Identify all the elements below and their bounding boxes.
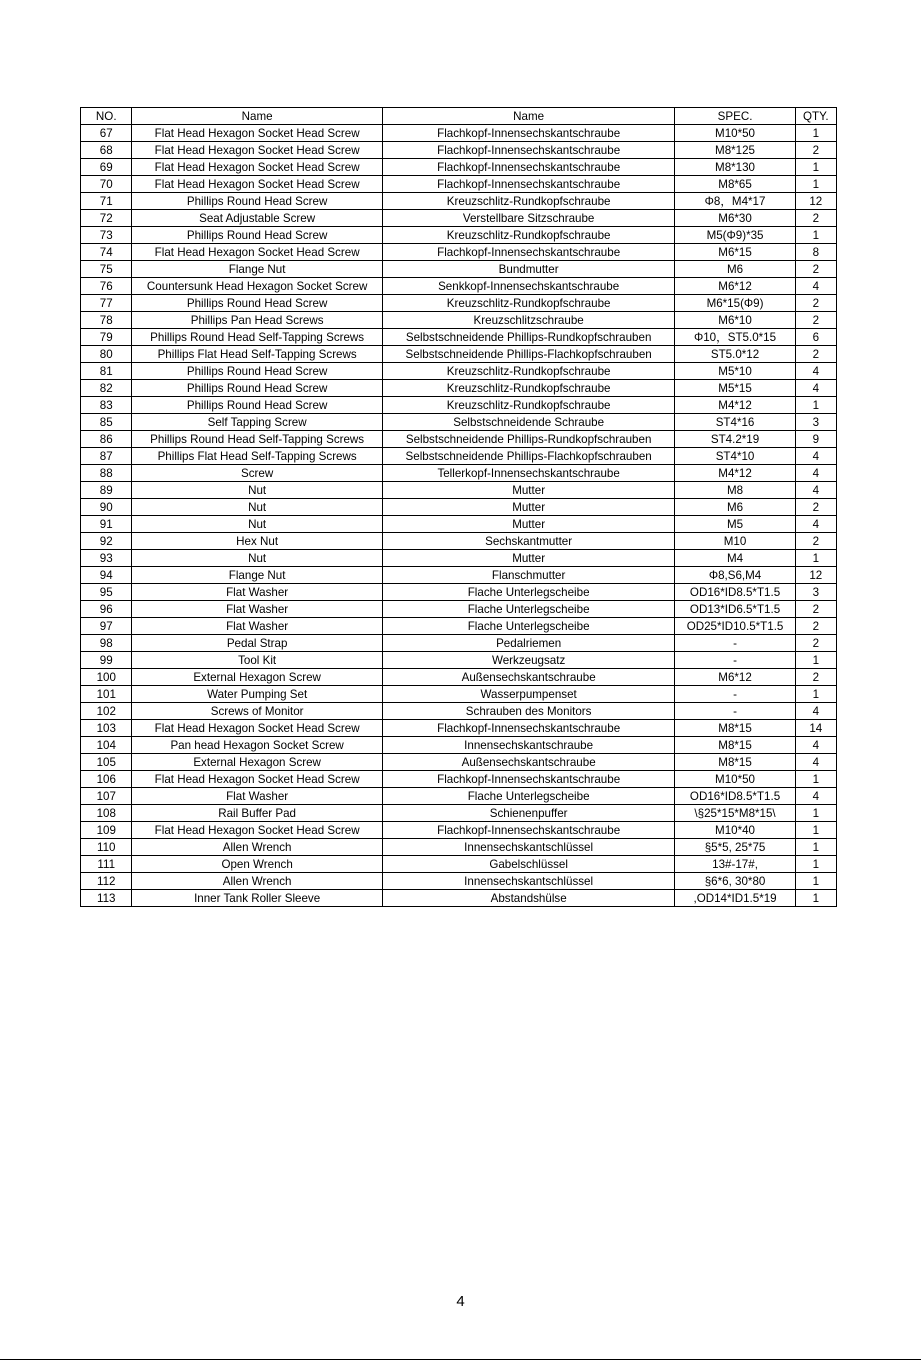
table-row	[81, 805, 837, 822]
cell-name-de: Flachkopf-Innensechskantschraube	[382, 720, 675, 737]
cell-qty: 6	[795, 329, 836, 346]
cell-name-de: Flache Unterlegscheibe	[382, 788, 675, 805]
cell-qty: 1	[795, 227, 836, 244]
table-row	[81, 856, 837, 873]
cell-name-en: Phillips Round Head Screw	[132, 227, 382, 244]
cell-no: 111	[81, 856, 132, 873]
cell-no: 67	[81, 125, 132, 142]
table-row	[81, 397, 837, 414]
table-row	[81, 703, 837, 720]
cell-spec: Φ10，ST5.0*15	[675, 329, 795, 346]
cell-name-en: Phillips Flat Head Self-Tapping Screws	[132, 448, 382, 465]
cell-spec: M8*15	[675, 720, 795, 737]
cell-no: 95	[81, 584, 132, 601]
cell-qty: 4	[795, 788, 836, 805]
cell-name-de: Kreuzschlitz-Rundkopfschraube	[382, 193, 675, 210]
cell-no: 90	[81, 499, 132, 516]
cell-no: 85	[81, 414, 132, 431]
cell-no: 79	[81, 329, 132, 346]
table-row	[81, 193, 837, 210]
cell-spec: 13#-17#,	[675, 856, 795, 873]
cell-name-en: Flange Nut	[132, 261, 382, 278]
cell-name-en: Phillips Flat Head Self-Tapping Screws	[132, 346, 382, 363]
cell-no: 80	[81, 346, 132, 363]
cell-name-en: Phillips Pan Head Screws	[132, 312, 382, 329]
cell-name-en: Nut	[132, 550, 382, 567]
cell-spec: OD13*ID6.5*T1.5	[675, 601, 795, 618]
cell-name-de: Flache Unterlegscheibe	[382, 618, 675, 635]
cell-spec: M4*12	[675, 465, 795, 482]
cell-no: 99	[81, 652, 132, 669]
cell-name-en: Inner Tank Roller Sleeve	[132, 890, 382, 907]
cell-name-de: Flachkopf-Innensechskantschraube	[382, 771, 675, 788]
cell-name-de: Kreuzschlitz-Rundkopfschraube	[382, 295, 675, 312]
cell-qty: 4	[795, 278, 836, 295]
cell-qty: 3	[795, 414, 836, 431]
cell-qty: 2	[795, 295, 836, 312]
table-row	[81, 210, 837, 227]
cell-spec: M10*50	[675, 771, 795, 788]
cell-no: 69	[81, 159, 132, 176]
cell-name-en: Flat Washer	[132, 788, 382, 805]
cell-qty: 1	[795, 125, 836, 142]
table-row	[81, 448, 837, 465]
cell-qty: 4	[795, 448, 836, 465]
cell-qty: 1	[795, 771, 836, 788]
cell-no: 103	[81, 720, 132, 737]
cell-spec: ST4*16	[675, 414, 795, 431]
table-row	[81, 465, 837, 482]
cell-no: 68	[81, 142, 132, 159]
header-name-de: Name	[382, 108, 675, 125]
table-row	[81, 686, 837, 703]
cell-name-en: Flat Head Hexagon Socket Head Screw	[132, 159, 382, 176]
cell-no: 92	[81, 533, 132, 550]
cell-qty: 2	[795, 210, 836, 227]
cell-qty: 2	[795, 312, 836, 329]
cell-qty: 2	[795, 346, 836, 363]
cell-qty: 1	[795, 805, 836, 822]
cell-name-de: Flachkopf-Innensechskantschraube	[382, 244, 675, 261]
cell-no: 105	[81, 754, 132, 771]
cell-qty: 2	[795, 618, 836, 635]
page-number: 4	[456, 1293, 465, 1310]
cell-spec: M5(Φ9)*35	[675, 227, 795, 244]
cell-name-de: Außensechskantschraube	[382, 669, 675, 686]
cell-qty: 2	[795, 601, 836, 618]
cell-name-de: Kreuzschlitz-Rundkopfschraube	[382, 227, 675, 244]
cell-no: 97	[81, 618, 132, 635]
cell-spec: M8*15	[675, 737, 795, 754]
table-row	[81, 363, 837, 380]
cell-spec: M6	[675, 261, 795, 278]
cell-qty: 1	[795, 397, 836, 414]
table-row	[81, 142, 837, 159]
cell-name-en: Phillips Round Head Self-Tapping Screws	[132, 431, 382, 448]
cell-name-en: Screw	[132, 465, 382, 482]
cell-name-de: Schienenpuffer	[382, 805, 675, 822]
cell-spec: OD25*ID10.5*T1.5	[675, 618, 795, 635]
cell-name-en: Tool Kit	[132, 652, 382, 669]
table-row	[81, 737, 837, 754]
cell-no: 77	[81, 295, 132, 312]
table-row	[81, 584, 837, 601]
cell-no: 72	[81, 210, 132, 227]
cell-name-en: Phillips Round Head Screw	[132, 397, 382, 414]
cell-spec: Φ8，M4*17	[675, 193, 795, 210]
cell-qty: 2	[795, 669, 836, 686]
table-row	[81, 652, 837, 669]
cell-name-en: Phillips Round Head Self-Tapping Screws	[132, 329, 382, 346]
cell-spec: ,OD14*ID1.5*19	[675, 890, 795, 907]
table-row	[81, 261, 837, 278]
cell-name-en: Flat Head Hexagon Socket Head Screw	[132, 125, 382, 142]
cell-spec: M8*15	[675, 754, 795, 771]
cell-spec: -	[675, 652, 795, 669]
cell-name-en: External Hexagon Screw	[132, 669, 382, 686]
cell-name-en: Phillips Round Head Screw	[132, 363, 382, 380]
table-row	[81, 873, 837, 890]
table-row	[81, 414, 837, 431]
cell-spec: ST5.0*12	[675, 346, 795, 363]
cell-no: 71	[81, 193, 132, 210]
cell-name-de: Selbstschneidende Phillips-Flachkopfschrauben	[382, 448, 675, 465]
cell-name-en: Flat Head Hexagon Socket Head Screw	[132, 176, 382, 193]
header-name-en: Name	[132, 108, 382, 125]
table-body	[81, 125, 837, 907]
cell-qty: 2	[795, 261, 836, 278]
cell-qty: 4	[795, 754, 836, 771]
cell-name-en: Self Tapping Screw	[132, 414, 382, 431]
table-row	[81, 890, 837, 907]
cell-name-en: Flat Head Hexagon Socket Head Screw	[132, 720, 382, 737]
cell-name-en: Nut	[132, 516, 382, 533]
cell-name-en: Nut	[132, 482, 382, 499]
cell-no: 98	[81, 635, 132, 652]
cell-spec: M4*12	[675, 397, 795, 414]
cell-name-en: Phillips Round Head Screw	[132, 380, 382, 397]
cell-name-de: Wasserpumpenset	[382, 686, 675, 703]
cell-qty: 1	[795, 839, 836, 856]
cell-name-de: Flache Unterlegscheibe	[382, 584, 675, 601]
cell-no: 107	[81, 788, 132, 805]
cell-name-de: Innensechskantschlüssel	[382, 839, 675, 856]
cell-name-de: Senkkopf-Innensechskantschraube	[382, 278, 675, 295]
cell-name-en: Open Wrench	[132, 856, 382, 873]
table-row	[81, 346, 837, 363]
cell-no: 87	[81, 448, 132, 465]
table-row	[81, 125, 837, 142]
cell-name-de: Außensechskantschraube	[382, 754, 675, 771]
cell-qty: 2	[795, 533, 836, 550]
cell-no: 108	[81, 805, 132, 822]
cell-qty: 1	[795, 890, 836, 907]
cell-name-de: Selbstschneidende Phillips-Rundkopfschrauben	[382, 431, 675, 448]
table-row	[81, 312, 837, 329]
cell-qty: 4	[795, 482, 836, 499]
cell-name-en: External Hexagon Screw	[132, 754, 382, 771]
cell-spec: M4	[675, 550, 795, 567]
table-row	[81, 295, 837, 312]
cell-no: 112	[81, 873, 132, 890]
cell-no: 94	[81, 567, 132, 584]
table-row	[81, 635, 837, 652]
cell-spec: M10	[675, 533, 795, 550]
cell-name-de: Mutter	[382, 550, 675, 567]
cell-no: 110	[81, 839, 132, 856]
cell-qty: 4	[795, 737, 836, 754]
cell-qty: 12	[795, 193, 836, 210]
table-header-row	[81, 108, 837, 125]
cell-qty: 12	[795, 567, 836, 584]
table-row	[81, 669, 837, 686]
cell-spec: M6*12	[675, 278, 795, 295]
table-row	[81, 567, 837, 584]
cell-name-en: Flat Washer	[132, 601, 382, 618]
cell-no: 82	[81, 380, 132, 397]
cell-name-de: Selbstschneidende Schraube	[382, 414, 675, 431]
table-row	[81, 278, 837, 295]
cell-name-de: Kreuzschlitz-Rundkopfschraube	[382, 363, 675, 380]
cell-spec: OD16*ID8.5*T1.5	[675, 584, 795, 601]
cell-name-en: Flat Head Hexagon Socket Head Screw	[132, 244, 382, 261]
cell-name-en: Hex Nut	[132, 533, 382, 550]
table-row	[81, 533, 837, 550]
cell-name-de: Mutter	[382, 499, 675, 516]
cell-spec: M8*125	[675, 142, 795, 159]
cell-qty: 14	[795, 720, 836, 737]
cell-spec: OD16*ID8.5*T1.5	[675, 788, 795, 805]
table-row	[81, 227, 837, 244]
cell-name-en: Pedal Strap	[132, 635, 382, 652]
cell-no: 75	[81, 261, 132, 278]
cell-name-en: Allen Wrench	[132, 873, 382, 890]
cell-name-de: Kreuzschlitz-Rundkopfschraube	[382, 380, 675, 397]
cell-name-de: Flachkopf-Innensechskantschraube	[382, 159, 675, 176]
cell-spec: M5	[675, 516, 795, 533]
cell-qty: 1	[795, 652, 836, 669]
bottom-divider	[0, 1359, 921, 1360]
cell-name-de: Selbstschneidende Phillips-Flachkopfschrauben	[382, 346, 675, 363]
cell-no: 89	[81, 482, 132, 499]
table-row	[81, 431, 837, 448]
cell-spec: M10*50	[675, 125, 795, 142]
cell-name-de: Mutter	[382, 516, 675, 533]
cell-spec: Φ8,S6,M4	[675, 567, 795, 584]
cell-name-de: Innensechskantschlüssel	[382, 873, 675, 890]
cell-name-en: Phillips Round Head Screw	[132, 193, 382, 210]
cell-name-de: Bundmutter	[382, 261, 675, 278]
cell-spec: \§25*15*M8*15\	[675, 805, 795, 822]
cell-no: 96	[81, 601, 132, 618]
cell-name-de: Flanschmutter	[382, 567, 675, 584]
cell-name-de: Innensechskantschraube	[382, 737, 675, 754]
cell-spec: M6	[675, 499, 795, 516]
cell-name-en: Allen Wrench	[132, 839, 382, 856]
cell-spec: -	[675, 703, 795, 720]
table-row	[81, 550, 837, 567]
table-row	[81, 839, 837, 856]
table-row	[81, 176, 837, 193]
table-row	[81, 516, 837, 533]
header-no: NO.	[81, 108, 132, 125]
cell-spec: M8*65	[675, 176, 795, 193]
cell-name-de: Gabelschlüssel	[382, 856, 675, 873]
cell-qty: 8	[795, 244, 836, 261]
cell-name-de: Verstellbare Sitzschraube	[382, 210, 675, 227]
cell-name-en: Screws of Monitor	[132, 703, 382, 720]
header-qty: QTY.	[795, 108, 836, 125]
cell-qty: 2	[795, 499, 836, 516]
table-row	[81, 618, 837, 635]
cell-qty: 3	[795, 584, 836, 601]
cell-no: 70	[81, 176, 132, 193]
cell-no: 100	[81, 669, 132, 686]
cell-qty: 4	[795, 380, 836, 397]
table-row	[81, 329, 837, 346]
cell-qty: 2	[795, 142, 836, 159]
table-row	[81, 244, 837, 261]
cell-qty: 4	[795, 703, 836, 720]
cell-qty: 1	[795, 159, 836, 176]
cell-spec: ST4*10	[675, 448, 795, 465]
table-row	[81, 601, 837, 618]
cell-name-de: Flachkopf-Innensechskantschraube	[382, 142, 675, 159]
cell-name-de: Flache Unterlegscheibe	[382, 601, 675, 618]
cell-name-en: Flat Head Hexagon Socket Head Screw	[132, 142, 382, 159]
cell-name-en: Flat Washer	[132, 618, 382, 635]
cell-qty: 1	[795, 686, 836, 703]
cell-qty: 1	[795, 550, 836, 567]
cell-name-en: Seat Adjustable Screw	[132, 210, 382, 227]
cell-spec: -	[675, 686, 795, 703]
cell-qty: 1	[795, 176, 836, 193]
cell-qty: 9	[795, 431, 836, 448]
cell-no: 113	[81, 890, 132, 907]
cell-qty: 1	[795, 822, 836, 839]
cell-no: 104	[81, 737, 132, 754]
cell-name-en: Flat Head Hexagon Socket Head Screw	[132, 822, 382, 839]
header-spec: SPEC.	[675, 108, 795, 125]
cell-name-de: Tellerkopf-Innensechskantschraube	[382, 465, 675, 482]
parts-list-table	[80, 107, 837, 907]
cell-name-de: Werkzeugsatz	[382, 652, 675, 669]
cell-no: 109	[81, 822, 132, 839]
cell-no: 106	[81, 771, 132, 788]
cell-name-de: Flachkopf-Innensechskantschraube	[382, 822, 675, 839]
cell-spec: ST4.2*19	[675, 431, 795, 448]
cell-name-de: Sechskantmutter	[382, 533, 675, 550]
cell-no: 101	[81, 686, 132, 703]
cell-spec: M6*15	[675, 244, 795, 261]
cell-no: 74	[81, 244, 132, 261]
cell-name-en: Flange Nut	[132, 567, 382, 584]
cell-no: 88	[81, 465, 132, 482]
table-row	[81, 499, 837, 516]
cell-spec: -	[675, 635, 795, 652]
cell-spec: M6*10	[675, 312, 795, 329]
cell-no: 78	[81, 312, 132, 329]
cell-spec: M6*12	[675, 669, 795, 686]
cell-spec: M8	[675, 482, 795, 499]
table-row	[81, 754, 837, 771]
cell-name-en: Phillips Round Head Screw	[132, 295, 382, 312]
cell-name-de: Selbstschneidende Phillips-Rundkopfschrauben	[382, 329, 675, 346]
table-row	[81, 720, 837, 737]
cell-no: 83	[81, 397, 132, 414]
cell-no: 76	[81, 278, 132, 295]
cell-no: 91	[81, 516, 132, 533]
cell-name-en: Flat Head Hexagon Socket Head Screw	[132, 771, 382, 788]
cell-spec: §5*5, 25*75	[675, 839, 795, 856]
cell-name-de: Flachkopf-Innensechskantschraube	[382, 176, 675, 193]
table-row	[81, 771, 837, 788]
cell-name-de: Pedalriemen	[382, 635, 675, 652]
cell-name-en: Pan head Hexagon Socket Screw	[132, 737, 382, 754]
cell-qty: 4	[795, 465, 836, 482]
cell-spec: M6*15(Φ9)	[675, 295, 795, 312]
cell-name-en: Countersunk Head Hexagon Socket Screw	[132, 278, 382, 295]
table-row	[81, 159, 837, 176]
cell-qty: 4	[795, 516, 836, 533]
cell-spec: §6*6, 30*80	[675, 873, 795, 890]
cell-no: 73	[81, 227, 132, 244]
cell-qty: 1	[795, 873, 836, 890]
cell-name-de: Kreuzschlitz-Rundkopfschraube	[382, 397, 675, 414]
cell-spec: M5*15	[675, 380, 795, 397]
cell-no: 93	[81, 550, 132, 567]
cell-no: 102	[81, 703, 132, 720]
cell-name-en: Water Pumping Set	[132, 686, 382, 703]
cell-qty: 2	[795, 635, 836, 652]
cell-name-de: Abstandshülse	[382, 890, 675, 907]
cell-name-en: Flat Washer	[132, 584, 382, 601]
table-row	[81, 380, 837, 397]
cell-spec: M5*10	[675, 363, 795, 380]
cell-no: 86	[81, 431, 132, 448]
cell-name-de: Kreuzschlitzschraube	[382, 312, 675, 329]
cell-spec: M8*130	[675, 159, 795, 176]
table-row	[81, 822, 837, 839]
table-row	[81, 482, 837, 499]
cell-no: 81	[81, 363, 132, 380]
cell-spec: M10*40	[675, 822, 795, 839]
cell-spec: M6*30	[675, 210, 795, 227]
cell-name-de: Mutter	[382, 482, 675, 499]
cell-name-de: Flachkopf-Innensechskantschraube	[382, 125, 675, 142]
cell-qty: 4	[795, 363, 836, 380]
cell-name-en: Rail Buffer Pad	[132, 805, 382, 822]
cell-name-de: Schrauben des Monitors	[382, 703, 675, 720]
cell-qty: 1	[795, 856, 836, 873]
cell-name-en: Nut	[132, 499, 382, 516]
table-row	[81, 788, 837, 805]
